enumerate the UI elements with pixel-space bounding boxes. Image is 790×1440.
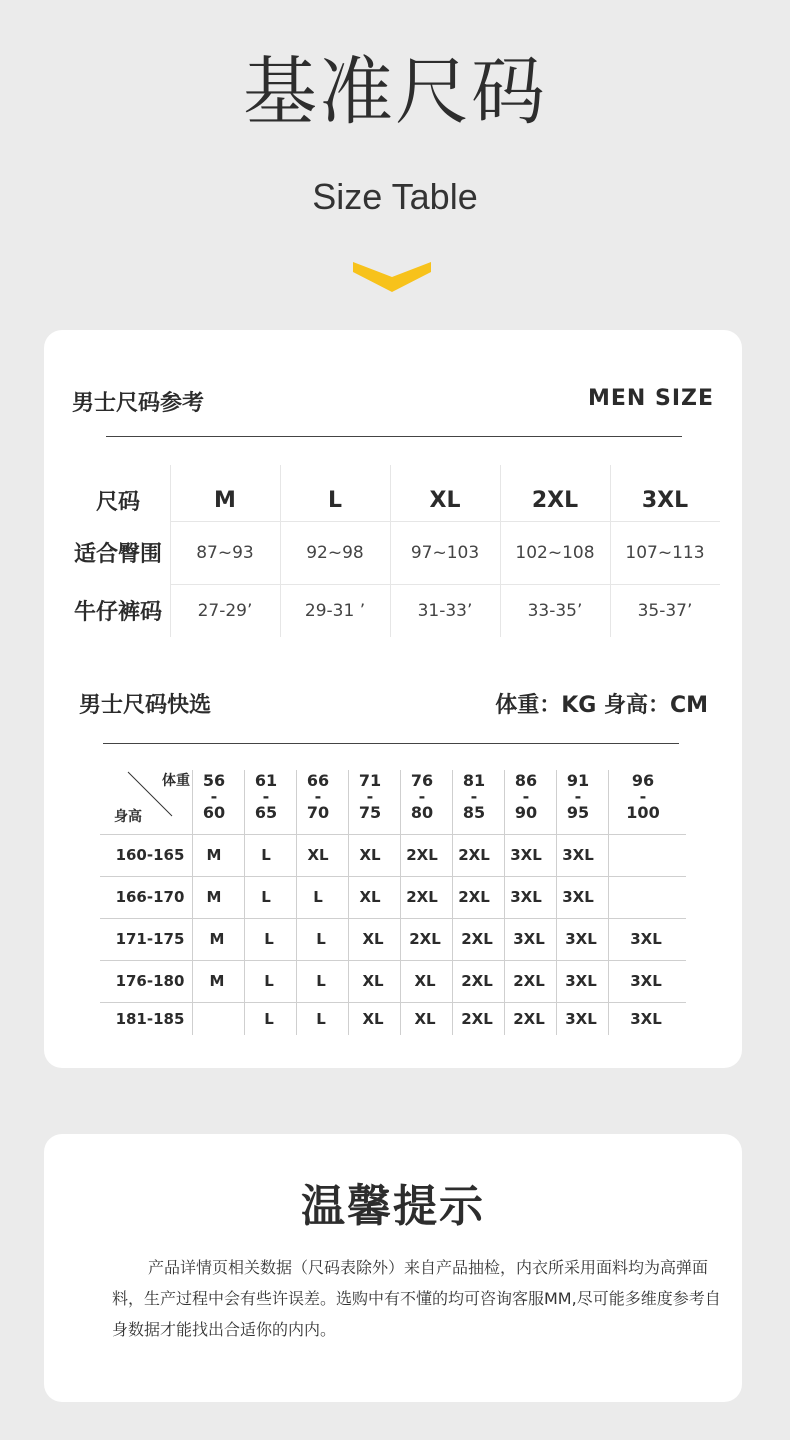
size-header: 2XL — [531, 487, 579, 513]
size-cell: XL — [359, 888, 381, 906]
size-cell: 2XL — [461, 972, 493, 990]
weight-label: 体重 — [162, 773, 190, 789]
hip-value: 107~113 — [625, 542, 705, 563]
size-cell: 2XL — [406, 846, 438, 864]
size-cell: L — [313, 888, 323, 906]
size-cell: M — [206, 846, 222, 864]
weight-dash: - — [574, 787, 582, 806]
size-cell: M — [209, 972, 225, 990]
size-cell: 3XL — [565, 972, 597, 990]
size-cell: 3XL — [510, 846, 542, 864]
weight-from: 91 — [566, 771, 590, 790]
weight-from: 86 — [514, 771, 538, 790]
size-cell: L — [264, 930, 274, 948]
jeans-value: 33-35’ — [527, 600, 583, 621]
size-cell: L — [264, 972, 274, 990]
hip-value: 87~93 — [196, 542, 254, 563]
weight-from: 81 — [462, 771, 486, 790]
size-cell: 2XL — [409, 930, 441, 948]
weight-dash: - — [210, 787, 218, 806]
height-label: 身高 — [114, 809, 142, 825]
chevron-down-icon — [353, 258, 431, 292]
size-cell: L — [316, 930, 326, 948]
weight-to: 70 — [306, 803, 330, 822]
size-header: 3XL — [641, 487, 689, 513]
size-cell: 3XL — [565, 1009, 597, 1028]
weight-dash: - — [262, 787, 270, 806]
units-label: 体重：KG 身高：CM — [495, 693, 708, 718]
size-cell: 3XL — [562, 888, 594, 906]
size-cell: XL — [307, 846, 329, 864]
size-cell: 3XL — [630, 930, 662, 948]
page-title: 基准尺码 — [243, 49, 547, 135]
size-cell: L — [261, 846, 271, 864]
hip-value: 97~103 — [410, 542, 480, 563]
tips-card — [44, 1134, 742, 1402]
weight-range-header — [240, 772, 292, 822]
weight-from: 71 — [358, 771, 382, 790]
weight-to: 90 — [514, 803, 538, 822]
weight-range-header — [448, 772, 500, 822]
men-size-heading-en: MEN SIZE — [587, 386, 714, 411]
quick-pick-table — [100, 770, 686, 1035]
size-cell: M — [209, 930, 225, 948]
weight-range-header — [396, 772, 448, 822]
height-range: 171-175 — [115, 930, 185, 948]
size-cell: XL — [362, 972, 384, 990]
size-cell: L — [261, 888, 271, 906]
size-cell: 2XL — [406, 888, 438, 906]
size-cell: 2XL — [458, 846, 490, 864]
quick-pick-heading: 男士尺码快选 — [79, 693, 212, 718]
row-label: 适合臀围 — [73, 542, 162, 567]
weight-to: 60 — [202, 803, 226, 822]
tips-text: 产品详情页相关数据（尺码表除外）来自产品抽检，内衣所采用面料均为高弹面料，生产过程中会有些许误差。选购中有不懂的均可咨询客服MM,尽可能多维度参考自身数据才能找出合适你的内内。 — [112, 1258, 721, 1339]
weight-range-header — [500, 772, 552, 822]
size-cell: 3XL — [630, 1009, 662, 1028]
weight-from: 76 — [410, 771, 434, 790]
weight-to: 80 — [410, 803, 434, 822]
jeans-value: 31-33’ — [417, 600, 473, 621]
weight-dash: - — [314, 787, 322, 806]
weight-to: 65 — [254, 803, 278, 822]
size-cell: 2XL — [513, 972, 545, 990]
hip-value: 102~108 — [515, 542, 595, 563]
row-label: 尺码 — [95, 489, 140, 515]
divider — [106, 436, 682, 437]
height-range: 176-180 — [115, 972, 185, 990]
size-cell: L — [264, 1009, 274, 1028]
weight-range-header — [292, 772, 344, 822]
jeans-value: 35-37’ — [637, 600, 693, 621]
weight-to: 75 — [358, 803, 382, 822]
size-cell: 3XL — [513, 930, 545, 948]
page-subtitle: Size Table — [312, 176, 478, 217]
hip-value: 92~98 — [306, 542, 364, 563]
weight-to: 95 — [566, 803, 590, 822]
size-cell: 3XL — [565, 930, 597, 948]
size-cell — [191, 1002, 243, 1035]
weight-from: 61 — [254, 771, 278, 790]
height-range: 166-170 — [115, 888, 185, 906]
jeans-value: 29-31 ’ — [304, 600, 366, 621]
weight-range-header — [552, 772, 604, 822]
size-cell — [604, 834, 682, 876]
size-cell: 3XL — [510, 888, 542, 906]
size-cell: 3XL — [630, 972, 662, 990]
height-range: 181-185 — [115, 1009, 185, 1028]
weight-range-header — [604, 772, 682, 822]
weight-dash: - — [366, 787, 374, 806]
size-cell: 2XL — [461, 1009, 493, 1028]
size-cell: L — [316, 972, 326, 990]
weight-from: 66 — [306, 771, 330, 790]
divider — [103, 743, 679, 744]
size-cell: XL — [362, 1009, 384, 1028]
weight-dash: - — [470, 787, 478, 806]
weight-dash: - — [639, 787, 647, 806]
size-cell: L — [316, 1009, 326, 1028]
size-cell: 2XL — [458, 888, 490, 906]
weight-to: 100 — [626, 803, 660, 822]
weight-dash: - — [522, 787, 530, 806]
weight-dash: - — [418, 787, 426, 806]
size-card — [44, 330, 742, 1068]
weight-from: 56 — [202, 771, 226, 790]
size-cell: 3XL — [562, 846, 594, 864]
size-cell: XL — [414, 1009, 436, 1028]
men-size-heading: 男士尺码参考 — [72, 391, 205, 416]
size-header: M — [214, 487, 236, 513]
size-cell: 2XL — [513, 1009, 545, 1028]
height-range: 160-165 — [115, 846, 185, 864]
weight-from: 96 — [631, 771, 655, 790]
size-cell — [604, 876, 682, 918]
size-cell: M — [206, 888, 222, 906]
size-header: XL — [429, 487, 461, 513]
row-label: 牛仔裤码 — [73, 600, 162, 625]
weight-range-header — [188, 772, 240, 822]
size-cell: XL — [359, 846, 381, 864]
size-cell: XL — [362, 930, 384, 948]
weight-to: 85 — [462, 803, 486, 822]
size-cell: 2XL — [461, 930, 493, 948]
corner-diagonal — [100, 770, 192, 834]
size-header: L — [327, 487, 343, 513]
tips-title: 温馨提示 — [301, 1181, 485, 1232]
jeans-value: 27-29’ — [197, 600, 253, 621]
weight-range-header — [344, 772, 396, 822]
size-cell: XL — [414, 972, 436, 990]
